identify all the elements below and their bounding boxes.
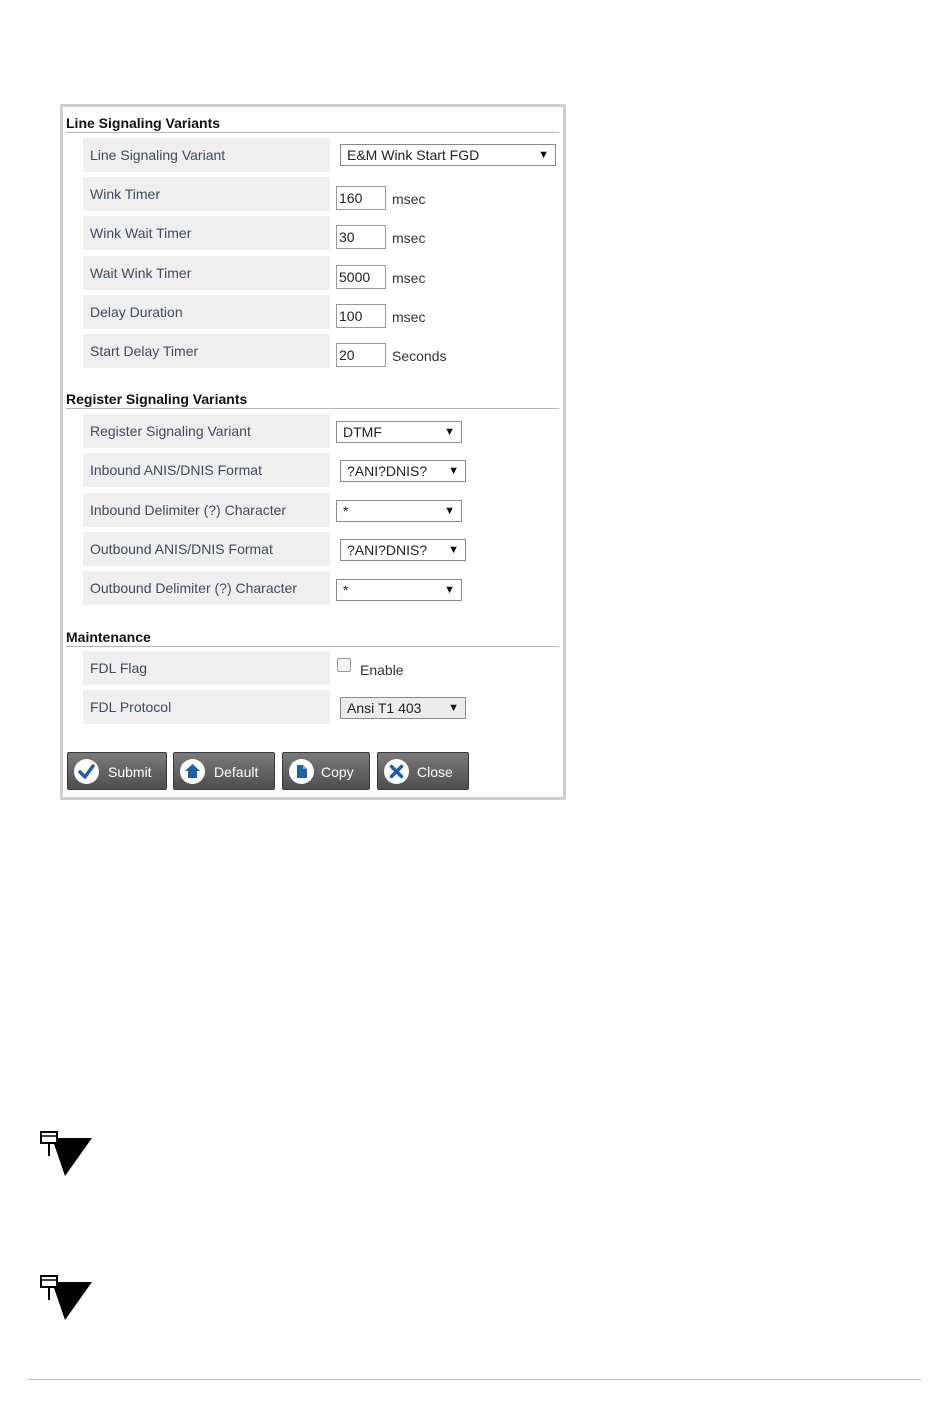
row-start-delay-timer — [83, 334, 558, 368]
inbound-format-value: ?ANI?DNIS? — [347, 463, 428, 479]
section-title-maintenance: Maintenance — [66, 629, 559, 647]
delay-duration-label: Delay Duration — [83, 295, 330, 329]
default-button-label: Default — [214, 764, 259, 780]
section-title-line-signaling: Line Signaling Variants — [66, 115, 559, 133]
fdl-flag-enable-label: Enable — [360, 662, 404, 678]
home-icon — [180, 759, 205, 784]
close-button[interactable] — [377, 752, 469, 790]
outbound-format-select[interactable] — [340, 539, 466, 561]
delay-duration-unit: msec — [392, 309, 426, 325]
signaling-form-panel — [60, 104, 566, 800]
start-delay-timer-label: Start Delay Timer — [83, 334, 330, 368]
wait-wink-timer-input[interactable] — [336, 265, 386, 289]
outbound-format-label: Outbound ANIS/DNIS Format — [83, 532, 330, 566]
fdl-flag-checkbox[interactable] — [337, 658, 351, 672]
fdl-protocol-label: FDL Protocol — [83, 690, 330, 724]
row-wait-wink-timer — [83, 256, 558, 290]
wait-wink-timer-unit: msec — [392, 270, 426, 286]
row-fdl-flag — [83, 651, 558, 685]
delay-duration-input[interactable] — [336, 304, 386, 328]
row-delay-duration — [83, 295, 558, 329]
row-fdl-protocol — [83, 690, 558, 724]
line-signaling-variant-value: E&M Wink Start FGD — [347, 147, 480, 163]
outbound-format-value: ?ANI?DNIS? — [347, 542, 428, 558]
outbound-delimiter-value: * — [343, 582, 349, 598]
chevron-down-icon: ▼ — [444, 584, 455, 596]
start-delay-timer-unit: Seconds — [392, 348, 447, 364]
inbound-delimiter-select[interactable] — [336, 500, 462, 522]
outbound-delimiter-label: Outbound Delimiter (?) Character — [83, 571, 330, 605]
line-signaling-variant-label: Line Signaling Variant — [83, 138, 330, 172]
wink-wait-timer-label: Wink Wait Timer — [83, 216, 330, 250]
inbound-format-select[interactable] — [340, 460, 466, 482]
wink-timer-input[interactable] — [336, 186, 386, 210]
chevron-down-icon: ▼ — [444, 505, 455, 517]
fdl-protocol-select[interactable] — [340, 697, 466, 719]
fdl-flag-label: FDL Flag — [83, 651, 330, 685]
wink-wait-timer-input[interactable] — [336, 225, 386, 249]
chevron-down-icon: ▼ — [448, 702, 459, 714]
register-signaling-variant-label: Register Signaling Variant — [83, 414, 330, 448]
start-delay-timer-input[interactable] — [336, 343, 386, 367]
chevron-down-icon: ▼ — [538, 149, 549, 161]
row-line-signaling-variant — [83, 138, 558, 172]
outbound-delimiter-select[interactable] — [336, 579, 462, 601]
fdl-protocol-value: Ansi T1 403 — [347, 700, 422, 716]
submit-button-label: Submit — [108, 764, 152, 780]
row-wink-wait-timer — [83, 216, 558, 250]
submit-button[interactable] — [67, 752, 167, 790]
row-outbound-delimiter — [83, 571, 558, 605]
chevron-down-icon: ▼ — [444, 426, 455, 438]
row-outbound-format — [83, 532, 558, 566]
inbound-delimiter-label: Inbound Delimiter (?) Character — [83, 493, 330, 527]
copy-icon — [289, 759, 314, 784]
line-signaling-variant-select[interactable] — [340, 144, 556, 166]
inbound-format-label: Inbound ANIS/DNIS Format — [83, 453, 330, 487]
default-button[interactable] — [173, 752, 275, 790]
chevron-down-icon: ▼ — [448, 465, 459, 477]
chevron-down-icon: ▼ — [448, 544, 459, 556]
wink-wait-timer-unit: msec — [392, 230, 426, 246]
checkmark-icon — [74, 759, 99, 784]
wink-timer-unit: msec — [392, 191, 426, 207]
footer-divider — [28, 1379, 921, 1380]
note-pushpin-icon — [38, 1274, 94, 1322]
inbound-delimiter-value: * — [343, 503, 349, 519]
row-inbound-format — [83, 453, 558, 487]
note-pushpin-icon — [38, 1130, 94, 1178]
row-inbound-delimiter — [83, 493, 558, 527]
copy-button-label: Copy — [321, 764, 354, 780]
row-register-signaling-variant — [83, 414, 558, 448]
register-signaling-variant-select[interactable] — [336, 421, 462, 443]
row-wink-timer — [83, 177, 558, 211]
close-button-label: Close — [417, 764, 453, 780]
close-icon — [384, 759, 409, 784]
copy-button[interactable] — [282, 752, 370, 790]
wink-timer-label: Wink Timer — [83, 177, 330, 211]
register-signaling-variant-value: DTMF — [343, 424, 382, 440]
wait-wink-timer-label: Wait Wink Timer — [83, 256, 330, 290]
section-title-register-signaling: Register Signaling Variants — [66, 391, 559, 409]
